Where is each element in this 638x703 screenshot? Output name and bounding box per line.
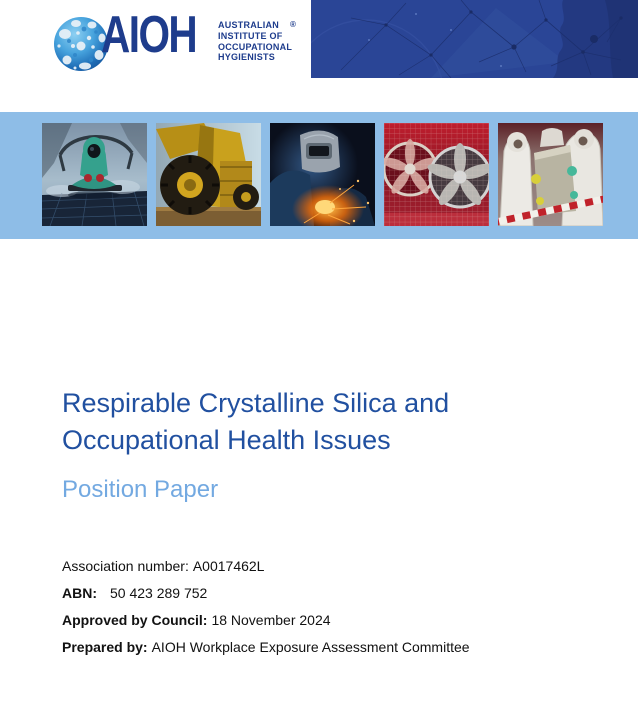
- welder-photo: [270, 123, 375, 226]
- photo-row: [42, 123, 603, 226]
- banner-network-graphic: [311, 0, 638, 78]
- approved-by-council-value: 18 November 2024: [211, 612, 331, 628]
- prepared-by-label: Prepared by:: [62, 639, 148, 655]
- logo-org-name: [218, 20, 296, 63]
- header: [0, 0, 638, 112]
- prepared-by-value: AIOH Workplace Exposure Assessment Committee: [151, 639, 470, 655]
- title-line-2: Occupational Health Issues: [62, 425, 391, 455]
- industrial-fans-photo: [384, 123, 489, 226]
- photo-strip: [0, 112, 638, 239]
- abn-value: 50 423 289 752: [110, 585, 208, 601]
- title-line-1: Respirable Crystalline Silica and: [62, 388, 450, 418]
- prepared-by-row: [62, 639, 470, 655]
- mining-loader-photo: [156, 123, 261, 226]
- org-name-line: INSTITUTE OF: [218, 30, 283, 41]
- association-number-row: [62, 558, 470, 574]
- hazmat-worker-photo: [42, 123, 147, 226]
- association-number-label: Association number:: [62, 558, 189, 574]
- registered-trademark: ®: [290, 20, 297, 29]
- org-name-line: HYGIENISTS: [218, 52, 276, 63]
- approved-by-council-row: [62, 612, 470, 628]
- subtitle: Position Paper: [62, 476, 219, 503]
- abn-label: ABN:: [62, 585, 97, 601]
- ppe-workers-photo: [498, 123, 603, 226]
- title-block: [62, 385, 582, 505]
- details-block: [62, 558, 470, 666]
- logo-acronym: AIOH: [101, 6, 197, 64]
- org-name-line: OCCUPATIONAL: [218, 41, 293, 52]
- abn-row: [62, 585, 470, 601]
- approved-by-council-label: Approved by Council:: [62, 612, 208, 628]
- association-number-value: A0017462L: [192, 558, 265, 574]
- org-name-line: AUSTRALIAN: [218, 20, 279, 30]
- page-title: [62, 385, 582, 459]
